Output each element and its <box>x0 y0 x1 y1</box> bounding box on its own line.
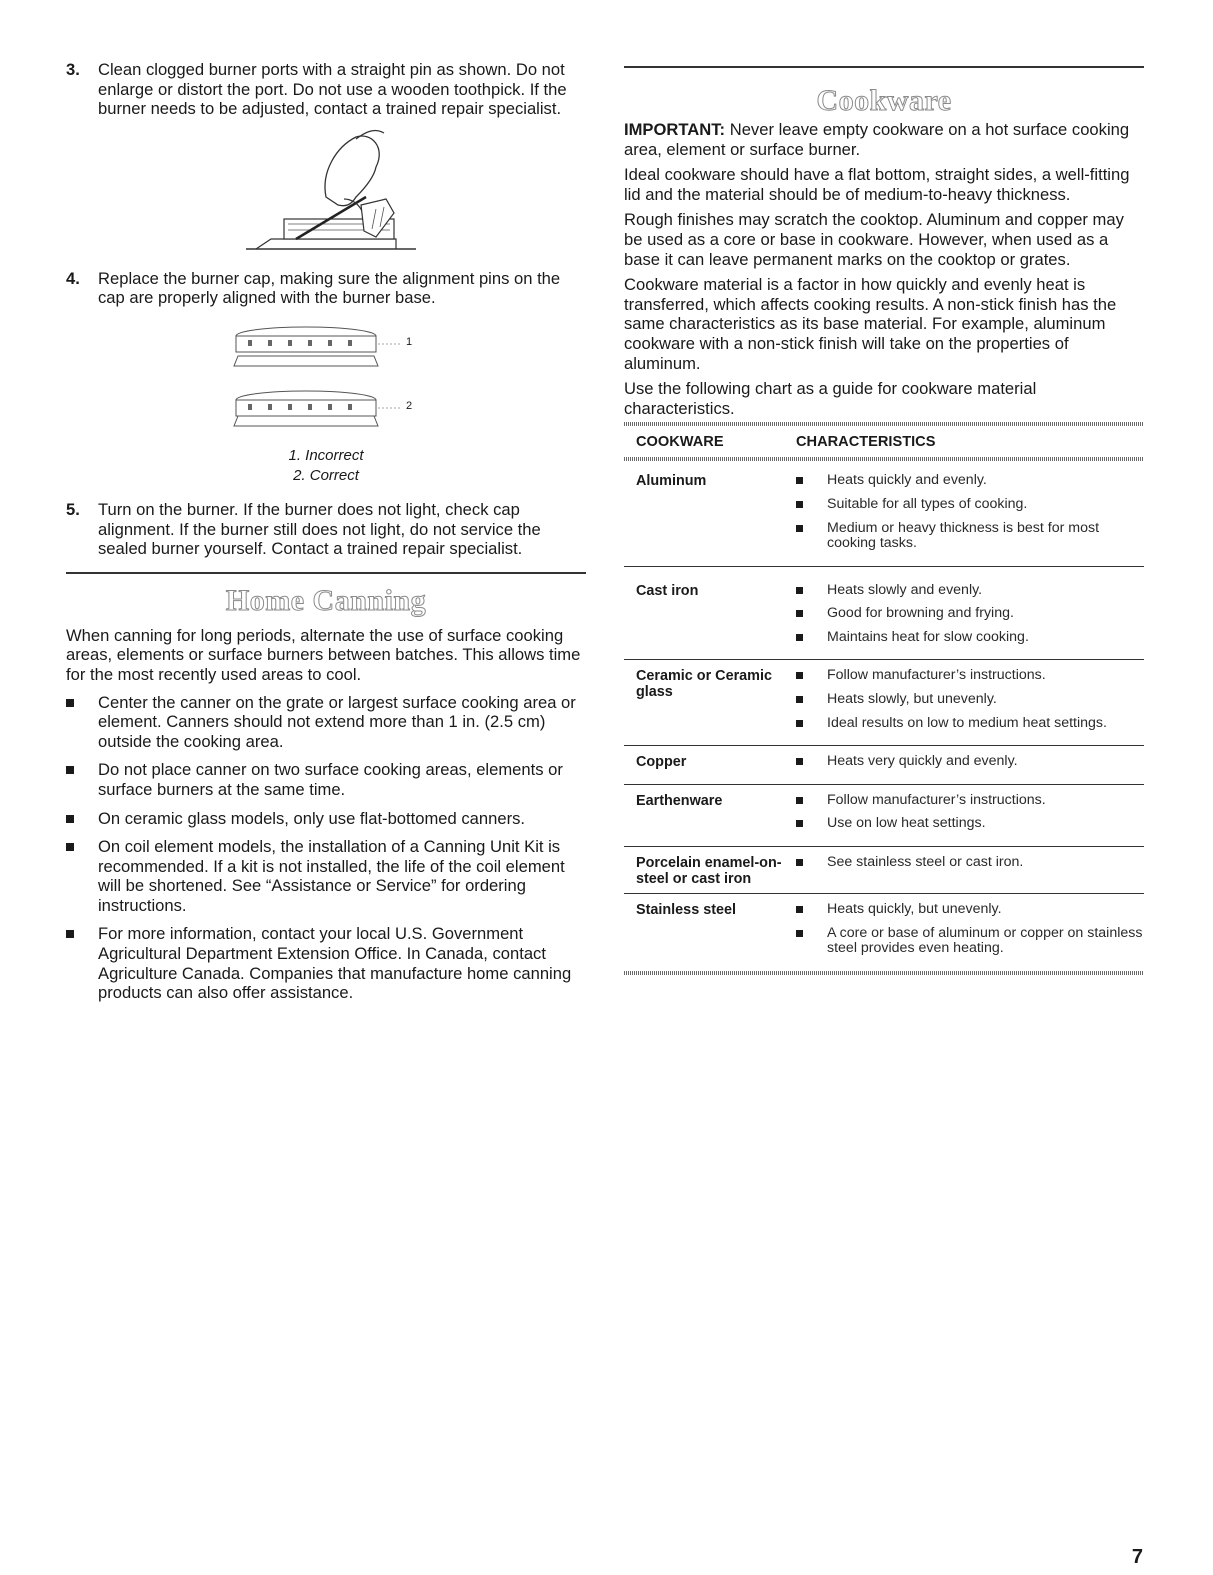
cookware-paragraph: Cookware material is a factor in how quickly and evenly heat is transferred, which affects cooking results. A non-stick finish has the same characteristics as its base material. For example, aluminum cookware with a non-stick finish will take on the properties of aluminum. <box>624 275 1117 373</box>
step-text: Clean clogged burner ports with a straight pin as shown. Do not enlarge or distort the port. Do not use a wooden toothpick. If the burner needs to be adjusted, contact a trained repair specialist. <box>98 60 567 119</box>
page-number: 7 <box>1131 1546 1143 1568</box>
list-item: Good for browning and frying. <box>796 606 1144 622</box>
home-canning-title: Home Canning <box>225 583 427 617</box>
table-row <box>624 660 1144 746</box>
cookware-name: Porcelain enamel-on-steel or cast iron <box>636 855 782 888</box>
characteristics-list <box>796 853 1144 887</box>
list-item: See stainless steel or cast iron. <box>796 855 1144 871</box>
cookware-paragraph: Rough finishes may scratch the cooktop. Aluminum and copper may be used as a core or base in cookware. However, when used as a base it can leave permanent marks on the cooktop or grates. <box>624 210 1124 269</box>
characteristics-list <box>796 791 1144 840</box>
cookware-name: Stainless steel <box>636 902 736 919</box>
step-number: 5. <box>66 499 80 519</box>
cookware-name: Ceramic or Ceramic glass <box>636 668 772 701</box>
cookware-name: Cast iron <box>636 582 699 599</box>
list-item: Maintains heat for slow cooking. <box>796 630 1144 646</box>
section-divider <box>66 572 586 574</box>
list-item: A core or base of aluminum or copper on stainless steel provides even heating. <box>796 926 1144 957</box>
list-item: Heats very quickly and evenly. <box>796 754 1144 770</box>
characteristics-list <box>796 666 1144 739</box>
important-note <box>624 120 1144 159</box>
cookware-table <box>624 422 1144 975</box>
section-divider <box>624 66 1144 68</box>
step-number: 4. <box>66 268 80 288</box>
list-item: Ideal results on low to medium heat settings. <box>796 716 1144 732</box>
table-row <box>624 894 1144 971</box>
list-item: Follow manufacturer’s instructions. <box>796 668 1144 684</box>
list-item: Heats quickly and evenly. <box>796 473 1144 489</box>
characteristics-list <box>796 581 1144 654</box>
table-header <box>624 426 1144 457</box>
list-item: On coil element models, the installation of a Canning Unit Kit is recommended. If a kit is not installed, the life of the coil element will be shortened. See “Assistance or Service” for ordering instructions. <box>66 837 586 915</box>
right-column <box>624 60 1144 975</box>
header-characteristics: CHARACTERISTICS <box>796 434 936 451</box>
cookware-name: Copper <box>636 754 687 771</box>
step-4 <box>66 269 586 308</box>
list-item: On ceramic glass models, only use flat-bottomed canners. <box>66 809 586 829</box>
table-row <box>624 785 1144 847</box>
table-row <box>624 746 1144 785</box>
characteristics-list <box>796 471 1144 559</box>
cookware-title: Cookware <box>816 84 952 117</box>
canning-bullet-list <box>66 693 586 1003</box>
cookware-name: Earthenware <box>636 792 723 809</box>
list-item: Center the canner on the grate or largest surface cooking area or element. Canners should not extend more than 1 in. (2.5 cm) outside the cooking area. <box>66 693 586 752</box>
burner-pin-cleaning-illustration <box>226 127 426 255</box>
cookware-paragraph: Use the following chart as a guide for cookware material characteristics. <box>624 379 1037 418</box>
table-bottom-rule <box>624 971 1144 975</box>
step-text: Replace the burner cap, making sure the alignment pins on the cap are properly aligned with the burner base. <box>98 268 561 308</box>
list-item: For more information, contact your local U.S. Government Agricultural Department Extension Office. In Canada, contact Agriculture Canada. Companies that manufacture home canning products can also offer assistance. <box>66 924 586 1002</box>
header-cookware: COOKWARE <box>636 434 724 451</box>
left-column <box>66 60 586 1012</box>
list-item: Follow manufacturer’s instructions. <box>796 793 1144 809</box>
callout-1: 1 <box>406 335 413 348</box>
step-number: 3. <box>66 60 80 79</box>
important-text: Never leave empty cookware on a hot surface cooking area, element or surface burner. <box>624 120 1130 159</box>
important-label: IMPORTANT: <box>624 120 726 139</box>
list-item: Heats quickly, but unevenly. <box>796 902 1144 918</box>
table-row <box>624 847 1144 894</box>
characteristics-list <box>796 752 1144 778</box>
caption-incorrect: 1. Incorrect <box>288 446 364 464</box>
callout-2: 2 <box>406 399 413 412</box>
canning-intro: When canning for long periods, alternate the use of surface cooking areas, elements or surface burners between batches. This allows time for the most recently used areas to cool. <box>66 625 581 684</box>
cookware-name: Aluminum <box>636 473 707 490</box>
burner-cap-alignment-illustration <box>206 322 446 446</box>
step-5 <box>66 500 586 559</box>
step-3 <box>66 60 586 119</box>
cookware-paragraph: Ideal cookware should have a flat bottom, straight sides, a well-fitting lid and the material should be of medium-to-heavy thickness. <box>624 165 1130 204</box>
list-item: Heats slowly, but unevenly. <box>796 692 1144 708</box>
table-row <box>624 461 1144 566</box>
caption-correct: 2. Correct <box>293 466 359 484</box>
characteristics-list <box>796 900 1144 965</box>
list-item: Suitable for all types of cooking. <box>796 497 1144 513</box>
list-item: Use on low heat settings. <box>796 816 1144 832</box>
list-item: Medium or heavy thickness is best for most cooking tasks. <box>796 521 1144 552</box>
step-text: Turn on the burner. If the burner does not light, check cap alignment. If the burner still does not light, do not service the sealed burner yourself. Contact a trained repair specialist. <box>98 499 541 559</box>
table-row <box>624 567 1144 661</box>
list-item: Heats slowly and evenly. <box>796 583 1144 599</box>
list-item: Do not place canner on two surface cooking areas, elements or surface burners at the same time. <box>66 760 586 799</box>
